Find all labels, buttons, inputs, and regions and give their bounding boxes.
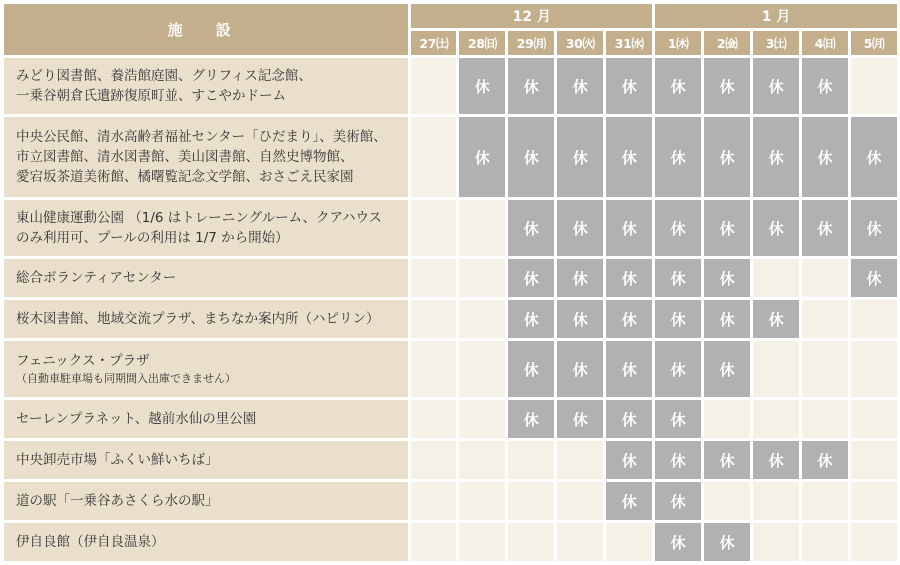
closed-day-cell: 休 — [606, 200, 652, 256]
facility-name — [4, 482, 408, 520]
facility-line: 愛宕坂茶道美術館、橘曙覧記念文学館、おさごえ民家園 — [16, 169, 354, 185]
closed-day-cell: 休 — [459, 58, 505, 114]
closed-day-cell: 休 — [606, 341, 652, 397]
open-day-cell — [704, 482, 750, 520]
closed-day-cell: 休 — [851, 200, 897, 256]
open-day-cell — [704, 400, 750, 438]
closed-day-cell: 休 — [557, 259, 603, 297]
closed-day-cell: 休 — [606, 300, 652, 338]
closed-day-cell: 休 — [606, 259, 652, 297]
closed-day-cell: 休 — [704, 441, 750, 479]
facility-name — [4, 300, 408, 338]
open-day-cell — [802, 400, 848, 438]
facility-line: 中央卸売市場「ふくい鮮いちば」 — [16, 452, 219, 468]
facility-name — [4, 400, 408, 438]
day-header: 31㈬ — [606, 31, 652, 55]
open-day-cell — [753, 400, 799, 438]
open-day-cell — [802, 300, 848, 338]
facility-note: （自動車駐車場も同期間入出庫できません） — [16, 372, 236, 385]
closed-day-cell: 休 — [753, 300, 799, 338]
closed-day-cell: 休 — [655, 441, 701, 479]
open-day-cell — [459, 341, 505, 397]
closed-day-cell: 休 — [704, 300, 750, 338]
open-day-cell — [459, 200, 505, 256]
facility-line: 伊自良館（伊自良温泉） — [16, 534, 165, 550]
facility-header: 施 設 — [4, 4, 408, 55]
closed-day-cell: 休 — [655, 523, 701, 561]
open-day-cell — [411, 441, 456, 479]
closed-day-cell: 休 — [704, 341, 750, 397]
closed-day-cell: 休 — [557, 341, 603, 397]
closure-table — [1, 1, 900, 564]
open-day-cell — [557, 523, 603, 561]
closed-day-cell: 休 — [802, 441, 848, 479]
day-header: 30㈫ — [557, 31, 603, 55]
open-day-cell — [459, 482, 505, 520]
closed-day-cell: 休 — [508, 259, 554, 297]
closed-day-cell: 休 — [851, 117, 897, 197]
closed-day-cell: 休 — [606, 117, 652, 197]
open-day-cell — [411, 400, 456, 438]
facility-line: セーレンプラネット、越前水仙の里公園 — [16, 411, 257, 427]
open-day-cell — [851, 300, 897, 338]
open-day-cell — [851, 400, 897, 438]
open-day-cell — [851, 58, 897, 114]
table-row — [4, 200, 897, 256]
closed-day-cell: 休 — [753, 200, 799, 256]
table-row — [4, 441, 897, 479]
open-day-cell — [753, 523, 799, 561]
month-header-row — [4, 4, 897, 28]
closed-day-cell: 休 — [508, 341, 554, 397]
closed-day-cell: 休 — [753, 58, 799, 114]
table-row — [4, 400, 897, 438]
facility-line: 市立図書館、清水図書館、美山図書館、自然史博物館、 — [16, 149, 354, 165]
day-header: 2㈮ — [704, 31, 750, 55]
closed-day-cell: 休 — [704, 200, 750, 256]
closed-day-cell: 休 — [606, 441, 652, 479]
open-day-cell — [802, 341, 848, 397]
facility-name — [4, 523, 408, 561]
closed-day-cell: 休 — [802, 58, 848, 114]
closed-day-cell: 休 — [851, 259, 897, 297]
open-day-cell — [411, 523, 456, 561]
open-day-cell — [851, 341, 897, 397]
day-header: 28㈰ — [459, 31, 505, 55]
month-header: 12 月 — [411, 4, 652, 28]
open-day-cell — [851, 441, 897, 479]
closed-day-cell: 休 — [802, 200, 848, 256]
open-day-cell — [508, 523, 554, 561]
facility-line: 一乗谷朝倉氏遺跡復原町並、すこやかドーム — [16, 88, 286, 104]
closed-day-cell: 休 — [655, 482, 701, 520]
closed-day-cell: 休 — [557, 117, 603, 197]
month-header: 1 月 — [655, 4, 897, 28]
open-day-cell — [557, 482, 603, 520]
closed-day-cell: 休 — [508, 400, 554, 438]
facility-line: 道の駅「一乗谷あさくら水の駅」 — [16, 493, 219, 509]
closed-day-cell: 休 — [655, 341, 701, 397]
open-day-cell — [557, 441, 603, 479]
closed-day-cell: 休 — [655, 200, 701, 256]
closed-day-cell: 休 — [655, 259, 701, 297]
closed-day-cell: 休 — [655, 117, 701, 197]
day-header: 27㈯ — [411, 31, 456, 55]
table-row — [4, 58, 897, 114]
open-day-cell — [851, 482, 897, 520]
closed-day-cell: 休 — [508, 58, 554, 114]
closed-day-cell: 休 — [557, 300, 603, 338]
closed-day-cell: 休 — [655, 400, 701, 438]
day-header: 29㈪ — [508, 31, 554, 55]
facility-line: 桜木図書館、地域交流プラザ、まちなか案内所（ハピリン） — [16, 311, 380, 327]
open-day-cell — [411, 58, 456, 114]
facility-name — [4, 58, 408, 114]
open-day-cell — [459, 441, 505, 479]
closed-day-cell: 休 — [508, 300, 554, 338]
table-row — [4, 259, 897, 297]
open-day-cell — [411, 259, 456, 297]
closed-day-cell: 休 — [508, 200, 554, 256]
open-day-cell — [459, 259, 505, 297]
day-header: 1㈭ — [655, 31, 701, 55]
closed-day-cell: 休 — [655, 300, 701, 338]
closed-day-cell: 休 — [606, 400, 652, 438]
open-day-cell — [753, 482, 799, 520]
open-day-cell — [802, 482, 848, 520]
open-day-cell — [459, 523, 505, 561]
table-row — [4, 117, 897, 197]
facility-line: 東山健康運動公園 （1/6 はトレーニングルーム、クアハウス — [16, 210, 383, 226]
facility-line: みどり図書館、養浩館庭園、グリフィス記念館、 — [16, 68, 312, 84]
closed-day-cell: 休 — [704, 523, 750, 561]
facility-name — [4, 259, 408, 297]
day-header: 3㈯ — [753, 31, 799, 55]
closed-day-cell: 休 — [557, 58, 603, 114]
open-day-cell — [753, 259, 799, 297]
table-row — [4, 300, 897, 338]
open-day-cell — [459, 300, 505, 338]
open-day-cell — [459, 400, 505, 438]
open-day-cell — [802, 523, 848, 561]
open-day-cell — [508, 482, 554, 520]
closed-day-cell: 休 — [704, 58, 750, 114]
closed-day-cell: 休 — [704, 259, 750, 297]
open-day-cell — [508, 441, 554, 479]
open-day-cell — [606, 523, 652, 561]
day-header: 5㈪ — [851, 31, 897, 55]
facility-name — [4, 341, 408, 397]
closed-day-cell: 休 — [606, 58, 652, 114]
open-day-cell — [411, 300, 456, 338]
open-day-cell — [411, 341, 456, 397]
closed-day-cell: 休 — [655, 58, 701, 114]
closed-day-cell: 休 — [704, 117, 750, 197]
table-row — [4, 482, 897, 520]
table-row — [4, 523, 897, 561]
facility-line: 中央公民館、清水高齢者福祉センター「ひだまり」、美術館、 — [16, 129, 387, 145]
closed-day-cell: 休 — [606, 482, 652, 520]
closed-day-cell: 休 — [557, 200, 603, 256]
facility-name — [4, 200, 408, 256]
open-day-cell — [411, 117, 456, 197]
facility-name — [4, 117, 408, 197]
closed-day-cell: 休 — [753, 441, 799, 479]
open-day-cell — [411, 200, 456, 256]
facility-line: 総合ボランティアセンター — [16, 270, 177, 286]
closed-day-cell: 休 — [508, 117, 554, 197]
open-day-cell — [411, 482, 456, 520]
facility-line: のみ利用可、プールの利用は 1/7 から開始） — [16, 230, 289, 246]
open-day-cell — [851, 523, 897, 561]
day-header: 4㈰ — [802, 31, 848, 55]
facility-name — [4, 441, 408, 479]
closed-day-cell: 休 — [802, 117, 848, 197]
open-day-cell — [753, 341, 799, 397]
facility-line: フェニックス・プラザ — [16, 353, 150, 369]
open-day-cell — [802, 259, 848, 297]
closed-day-cell: 休 — [459, 117, 505, 197]
table-row — [4, 341, 897, 397]
closed-day-cell: 休 — [557, 400, 603, 438]
closed-day-cell: 休 — [753, 117, 799, 197]
